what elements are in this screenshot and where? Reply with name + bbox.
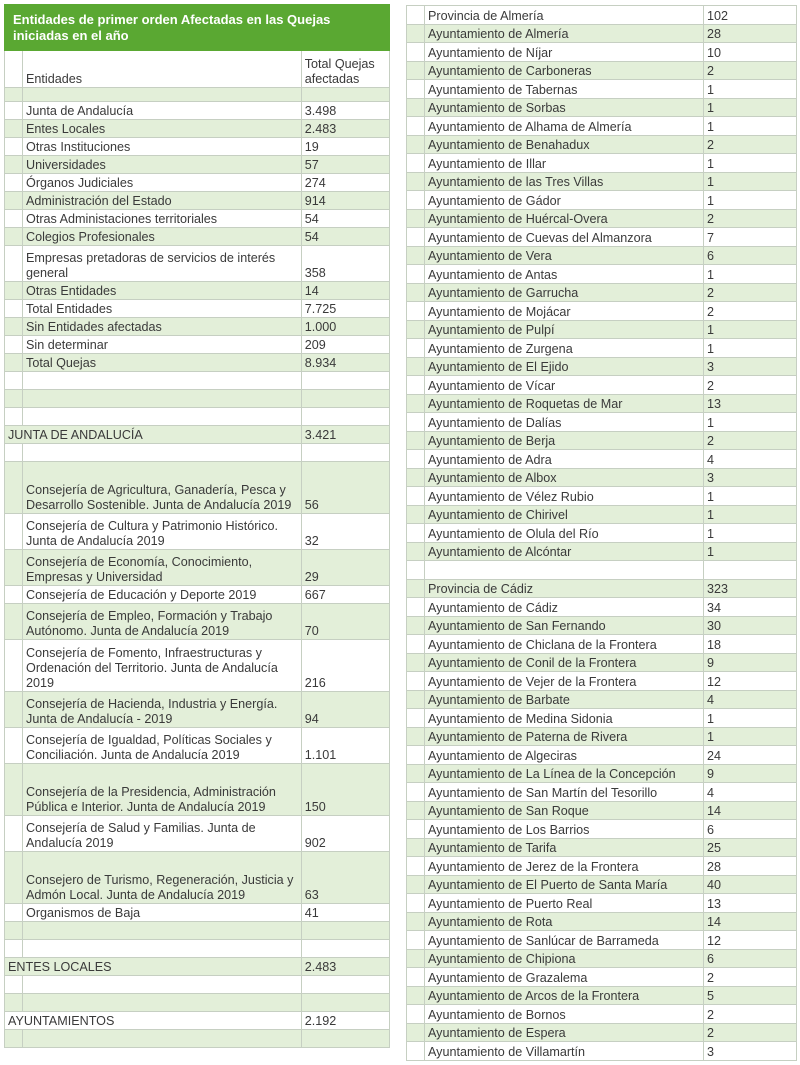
- entity-total: 41: [301, 904, 389, 922]
- section-label: JUNTA DE ANDALUCÍA: [5, 426, 302, 444]
- table-row: [5, 604, 390, 640]
- table-row: [5, 354, 390, 372]
- entity-name: Organismos de Baja: [23, 904, 302, 922]
- table-row: [407, 1042, 797, 1061]
- entity-name: Ayuntamiento de Dalías: [425, 413, 704, 432]
- entity-total: 54: [301, 228, 389, 246]
- table-row: [407, 1005, 797, 1024]
- entity-name: Ayuntamiento de Gádor: [425, 191, 704, 210]
- entity-total: 3: [704, 468, 797, 487]
- entity-name: Ayuntamiento de Alhama de Almería: [425, 117, 704, 136]
- entity-total: 57: [301, 156, 389, 174]
- table-row: [407, 135, 797, 154]
- entity-name: Ayuntamiento de Tabernas: [425, 80, 704, 99]
- entity-total: 1: [704, 117, 797, 136]
- table-row: [407, 265, 797, 284]
- table-row: [5, 586, 390, 604]
- entity-name: Órganos Judiciales: [23, 174, 302, 192]
- table-row: [407, 931, 797, 950]
- entity-total: 1: [704, 542, 797, 561]
- entity-total: 2: [704, 968, 797, 987]
- table-row: [407, 80, 797, 99]
- section-row: [5, 958, 390, 976]
- table-row: [407, 394, 797, 413]
- entity-total: 7.725: [301, 300, 389, 318]
- entity-name: Ayuntamiento de Zurgena: [425, 339, 704, 358]
- table-row: [407, 783, 797, 802]
- table-row: [407, 172, 797, 191]
- empty-row: [5, 922, 390, 940]
- entity-name: Ayuntamiento de El Puerto de Santa María: [425, 875, 704, 894]
- entity-total: 10: [704, 43, 797, 62]
- table-row: [5, 764, 390, 816]
- entity-total: 914: [301, 192, 389, 210]
- entity-total: 28: [704, 857, 797, 876]
- empty-row: [5, 88, 390, 102]
- entity-total: 9: [704, 653, 797, 672]
- table-row: [407, 598, 797, 617]
- table-row: [407, 191, 797, 210]
- table-row: [407, 524, 797, 543]
- entity-total: 6: [704, 246, 797, 265]
- entity-name: Empresas pretadoras de servicios de interés general: [23, 246, 302, 282]
- entity-name: Consejería de Empleo, Formación y Trabajo Autónomo. Junta de Andalucía 2019: [23, 604, 302, 640]
- table-row: [5, 210, 390, 228]
- entity-total: 14: [301, 282, 389, 300]
- empty-row: [5, 994, 390, 1012]
- entity-total: 56: [301, 462, 389, 514]
- table-row: [407, 24, 797, 43]
- table-row: [5, 336, 390, 354]
- header-total-quejas: Total Quejas afectadas: [301, 51, 389, 88]
- table-row: [407, 246, 797, 265]
- table-row: [5, 904, 390, 922]
- table-row: [407, 968, 797, 987]
- entity-total: 13: [704, 394, 797, 413]
- section-label: AYUNTAMIENTOS: [5, 1012, 302, 1030]
- entity-name: Provincia de Cádiz: [425, 579, 704, 598]
- table-row: [5, 640, 390, 692]
- entity-total: 2: [704, 431, 797, 450]
- table-row: [407, 6, 797, 25]
- table-row: [407, 302, 797, 321]
- entity-total: 12: [704, 672, 797, 691]
- entity-name: Ayuntamiento de Villamartín: [425, 1042, 704, 1061]
- entity-total: 667: [301, 586, 389, 604]
- entity-name: Total Quejas: [23, 354, 302, 372]
- entity-name: Junta de Andalucía: [23, 102, 302, 120]
- entity-total: 2.483: [301, 120, 389, 138]
- table-row: [407, 690, 797, 709]
- entity-name: Ayuntamiento de Benahadux: [425, 135, 704, 154]
- entity-name: Ayuntamiento de Antas: [425, 265, 704, 284]
- entity-name: Entes Locales: [23, 120, 302, 138]
- table-row: [5, 282, 390, 300]
- entity-total: 1: [704, 505, 797, 524]
- section-row: [5, 426, 390, 444]
- entity-name: Ayuntamiento de Garrucha: [425, 283, 704, 302]
- table-row: [407, 339, 797, 358]
- entity-total: 25: [704, 838, 797, 857]
- entity-name: Ayuntamiento de Níjar: [425, 43, 704, 62]
- table-row: [5, 462, 390, 514]
- entity-total: 1: [704, 727, 797, 746]
- entity-name: Ayuntamiento de Roquetas de Mar: [425, 394, 704, 413]
- entity-name: Provincia de Almería: [425, 6, 704, 25]
- entity-name: Ayuntamiento de Espera: [425, 1023, 704, 1042]
- entity-name: Ayuntamiento de Berja: [425, 431, 704, 450]
- entity-total: 4: [704, 783, 797, 802]
- table-row: [5, 852, 390, 904]
- table-row: [407, 320, 797, 339]
- entity-name: Ayuntamiento de Algeciras: [425, 746, 704, 765]
- entity-total: 7: [704, 228, 797, 247]
- entity-total: 29: [301, 550, 389, 586]
- entity-total: 209: [301, 336, 389, 354]
- entity-total: 1.000: [301, 318, 389, 336]
- table-row: [407, 154, 797, 173]
- entity-name: Consejería de Salud y Familias. Junta de Andalucía 2019: [23, 816, 302, 852]
- entity-name: Ayuntamiento de Sanlúcar de Barrameda: [425, 931, 704, 950]
- entity-total: 14: [704, 801, 797, 820]
- entity-total: 323: [704, 579, 797, 598]
- entity-name: Ayuntamiento de Vejer de la Frontera: [425, 672, 704, 691]
- entity-total: 1: [704, 413, 797, 432]
- entity-name: Ayuntamiento de Sorbas: [425, 98, 704, 117]
- entity-total: 102: [704, 6, 797, 25]
- empty-row: [5, 444, 390, 462]
- entity-total: 5: [704, 986, 797, 1005]
- entity-name: Ayuntamiento de Mojácar: [425, 302, 704, 321]
- table-row: [407, 857, 797, 876]
- entity-total: 63: [301, 852, 389, 904]
- entity-name: Ayuntamiento de Paterna de Rivera: [425, 727, 704, 746]
- table-row: [407, 709, 797, 728]
- entity-name: Ayuntamiento de Tarifa: [425, 838, 704, 857]
- entity-name: Ayuntamiento de Barbate: [425, 690, 704, 709]
- table-row: [407, 653, 797, 672]
- table-row: [407, 413, 797, 432]
- entity-total: 1: [704, 320, 797, 339]
- entity-total: 274: [301, 174, 389, 192]
- table-row: [5, 318, 390, 336]
- empty-row: [5, 372, 390, 390]
- entity-total: 3.498: [301, 102, 389, 120]
- table-row: [407, 672, 797, 691]
- table-row: [407, 838, 797, 857]
- entity-total: 54: [301, 210, 389, 228]
- entity-total: 2: [704, 1023, 797, 1042]
- entity-name: Ayuntamiento de Jerez de la Frontera: [425, 857, 704, 876]
- entity-name: Ayuntamiento de Cádiz: [425, 598, 704, 617]
- entity-name: Ayuntamiento de Huércal-Overa: [425, 209, 704, 228]
- entity-total: 6: [704, 949, 797, 968]
- table-row: [5, 246, 390, 282]
- table-row: [407, 376, 797, 395]
- entity-name: Consejería de Hacienda, Industria y Energía. Junta de Andalucía - 2019: [23, 692, 302, 728]
- table-row: [407, 542, 797, 561]
- table-row: [407, 450, 797, 469]
- empty-row: [5, 390, 390, 408]
- entity-name: Ayuntamiento de Chipiona: [425, 949, 704, 968]
- empty-row: [5, 940, 390, 958]
- entity-name: Consejería de la Presidencia, Administración Pública e Interior. Junta de Andalucía 2019: [23, 764, 302, 816]
- entity-name: Ayuntamiento de Conil de la Frontera: [425, 653, 704, 672]
- table-row: [407, 505, 797, 524]
- entity-name: Ayuntamiento de Alcóntar: [425, 542, 704, 561]
- entity-total: 2: [704, 135, 797, 154]
- table-row: [407, 228, 797, 247]
- entity-name: Ayuntamiento de San Fernando: [425, 616, 704, 635]
- table-row: [407, 820, 797, 839]
- entity-name: Consejero de Turismo, Regeneración, Justicia y Admón Local. Junta de Andalucía 2019: [23, 852, 302, 904]
- entity-total: 2: [704, 1005, 797, 1024]
- entity-name: Ayuntamiento de Vícar: [425, 376, 704, 395]
- entity-total: 12: [704, 931, 797, 950]
- empty-row: [5, 976, 390, 994]
- entity-name: Ayuntamiento de San Roque: [425, 801, 704, 820]
- entity-name: Ayuntamiento de San Martín del Tesorillo: [425, 783, 704, 802]
- table-row: [5, 514, 390, 550]
- table-row: [407, 468, 797, 487]
- entity-name: Otras Instituciones: [23, 138, 302, 156]
- entity-name: Ayuntamiento de Illar: [425, 154, 704, 173]
- entity-name: Ayuntamiento de las Tres Villas: [425, 172, 704, 191]
- table-row: [5, 120, 390, 138]
- entity-total: 4: [704, 690, 797, 709]
- entity-name: Ayuntamiento de Cuevas del Almanzora: [425, 228, 704, 247]
- entity-name: Colegios Profesionales: [23, 228, 302, 246]
- entity-total: 1: [704, 191, 797, 210]
- table-row: [407, 949, 797, 968]
- left-table: [4, 4, 390, 1048]
- entity-name: Consejería de Agricultura, Ganadería, Pesca y Desarrollo Sostenible. Junta de Andalucía 2019: [23, 462, 302, 514]
- entity-total: 24: [704, 746, 797, 765]
- table-row: [5, 550, 390, 586]
- entity-total: 1.101: [301, 728, 389, 764]
- table-row: [5, 102, 390, 120]
- empty-row: [5, 1030, 390, 1048]
- entity-total: 18: [704, 635, 797, 654]
- empty-row: [407, 561, 797, 580]
- entity-name: Ayuntamiento de Albox: [425, 468, 704, 487]
- entity-total: 2: [704, 376, 797, 395]
- entity-name: Ayuntamiento de Vera: [425, 246, 704, 265]
- entity-total: 14: [704, 912, 797, 931]
- entity-total: 2: [704, 283, 797, 302]
- section-value: 3.421: [301, 426, 389, 444]
- entity-total: 8.934: [301, 354, 389, 372]
- entity-name: Consejería de Educación y Deporte 2019: [23, 586, 302, 604]
- table-row: [407, 98, 797, 117]
- table-row: [407, 894, 797, 913]
- entity-name: Consejería de Economía, Conocimiento, Empresas y Universidad: [23, 550, 302, 586]
- entity-name: Ayuntamiento de Almería: [425, 24, 704, 43]
- entity-total: 2: [704, 209, 797, 228]
- entity-total: 19: [301, 138, 389, 156]
- entity-total: 40: [704, 875, 797, 894]
- table-row: [5, 300, 390, 318]
- entity-total: 1: [704, 98, 797, 117]
- entity-name: Ayuntamiento de Puerto Real: [425, 894, 704, 913]
- table-row: [407, 746, 797, 765]
- table-row: [407, 357, 797, 376]
- table-row: [5, 138, 390, 156]
- entity-name: Administración del Estado: [23, 192, 302, 210]
- table-row: [407, 875, 797, 894]
- entity-name: Ayuntamiento de Olula del Río: [425, 524, 704, 543]
- table-row: [407, 912, 797, 931]
- section-label: ENTES LOCALES: [5, 958, 302, 976]
- header-entidades: Entidades: [23, 51, 302, 88]
- entity-name: Otras Entidades: [23, 282, 302, 300]
- entity-total: 2: [704, 302, 797, 321]
- entity-total: 9: [704, 764, 797, 783]
- entity-name: Universidades: [23, 156, 302, 174]
- table-row: [407, 635, 797, 654]
- entity-name: Ayuntamiento de Bornos: [425, 1005, 704, 1024]
- right-table: [406, 5, 797, 1061]
- table-title-row: [5, 5, 390, 51]
- entity-total: 34: [704, 598, 797, 617]
- entity-total: 2: [704, 61, 797, 80]
- entity-name: Ayuntamiento de Vélez Rubio: [425, 487, 704, 506]
- table-row: [5, 156, 390, 174]
- entity-total: 6: [704, 820, 797, 839]
- table-row: [407, 43, 797, 62]
- table-row: [407, 283, 797, 302]
- entity-total: 13: [704, 894, 797, 913]
- table-row: [5, 728, 390, 764]
- entity-total: 32: [301, 514, 389, 550]
- entity-name: Ayuntamiento de Carboneras: [425, 61, 704, 80]
- entity-total: 1: [704, 339, 797, 358]
- entity-total: 358: [301, 246, 389, 282]
- table-header-row: [5, 51, 390, 88]
- entity-name: Ayuntamiento de Chiclana de la Frontera: [425, 635, 704, 654]
- table-row: [407, 764, 797, 783]
- entity-name: Ayuntamiento de Arcos de la Frontera: [425, 986, 704, 1005]
- table-row: [5, 192, 390, 210]
- table-row: [407, 209, 797, 228]
- entity-total: 3: [704, 357, 797, 376]
- entity-name: Ayuntamiento de Chirivel: [425, 505, 704, 524]
- entity-total: 94: [301, 692, 389, 728]
- empty-row: [5, 408, 390, 426]
- section-value: 2.192: [301, 1012, 389, 1030]
- table-row: [5, 174, 390, 192]
- entity-name: Ayuntamiento de Los Barrios: [425, 820, 704, 839]
- table-row: [407, 1023, 797, 1042]
- entity-total: 902: [301, 816, 389, 852]
- entity-total: 1: [704, 524, 797, 543]
- entity-total: 1: [704, 487, 797, 506]
- entity-name: Sin determinar: [23, 336, 302, 354]
- entity-total: 1: [704, 265, 797, 284]
- entity-total: 3: [704, 1042, 797, 1061]
- table-title: Entidades de primer orden Afectadas en las Quejas iniciadas en el año: [5, 5, 390, 51]
- table-row: [407, 487, 797, 506]
- table-row: [5, 816, 390, 852]
- table-row: [407, 431, 797, 450]
- entity-name: Consejería de Cultura y Patrimonio Histórico. Junta de Andalucía 2019: [23, 514, 302, 550]
- entity-name: Sin Entidades afectadas: [23, 318, 302, 336]
- entity-name: Total Entidades: [23, 300, 302, 318]
- entity-name: Ayuntamiento de Grazalema: [425, 968, 704, 987]
- entity-total: 28: [704, 24, 797, 43]
- entity-name: Consejería de Fomento, Infraestructuras y Ordenación del Territorio. Junta de Andalucía 2019: [23, 640, 302, 692]
- entity-name: Ayuntamiento de Rota: [425, 912, 704, 931]
- entity-total: 150: [301, 764, 389, 816]
- entity-total: 1: [704, 154, 797, 173]
- entity-total: 1: [704, 172, 797, 191]
- entity-total: 30: [704, 616, 797, 635]
- entity-total: 70: [301, 604, 389, 640]
- entity-name: Otras Administaciones territoriales: [23, 210, 302, 228]
- table-row: [407, 986, 797, 1005]
- table-row: [407, 616, 797, 635]
- entity-total: 1: [704, 709, 797, 728]
- entity-name: Ayuntamiento de Pulpí: [425, 320, 704, 339]
- entity-name: Ayuntamiento de Adra: [425, 450, 704, 469]
- entity-name: Ayuntamiento de Medina Sidonia: [425, 709, 704, 728]
- entity-total: 1: [704, 80, 797, 99]
- table-row: [407, 61, 797, 80]
- table-row: [5, 228, 390, 246]
- entity-name: Ayuntamiento de La Línea de la Concepción: [425, 764, 704, 783]
- section-value: 2.483: [301, 958, 389, 976]
- table-row: [407, 117, 797, 136]
- entity-total: 216: [301, 640, 389, 692]
- table-row: [407, 801, 797, 820]
- table-row: [5, 692, 390, 728]
- section-row: [5, 1012, 390, 1030]
- entity-name: Consejería de Igualdad, Políticas Sociales y Conciliación. Junta de Andalucía 2019: [23, 728, 302, 764]
- entity-name: Ayuntamiento de El Ejido: [425, 357, 704, 376]
- table-row: [407, 579, 797, 598]
- entity-total: 4: [704, 450, 797, 469]
- table-row: [407, 727, 797, 746]
